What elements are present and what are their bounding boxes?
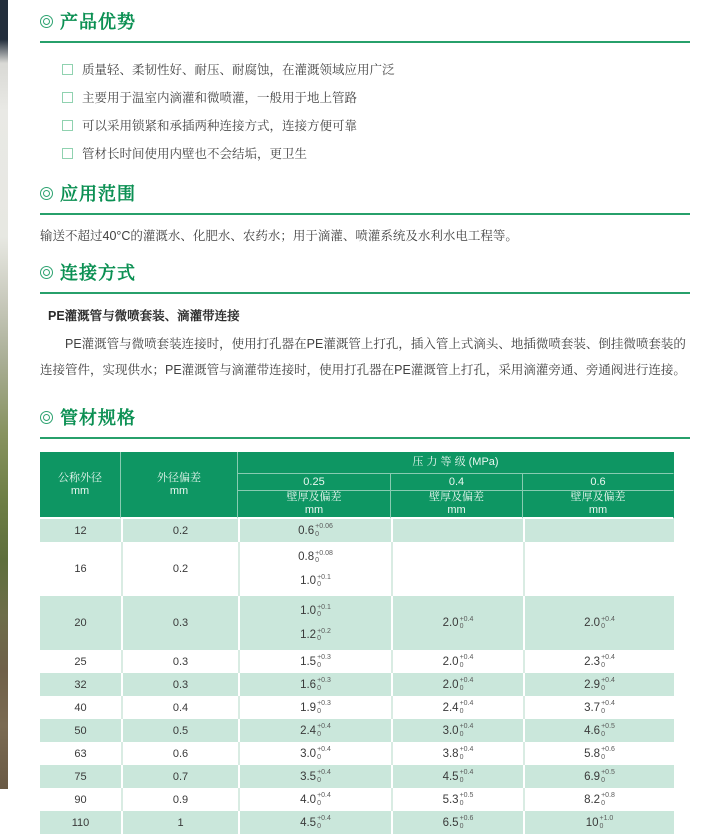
col-header-pressure-group: 压 力 等 级 (MPa) (238, 452, 674, 474)
tolerance-value: 8.2 +0.8 0 (584, 792, 615, 807)
cell-nominal-diameter: 75 (74, 770, 87, 783)
cell-wall-thickness-0.4 (391, 696, 523, 719)
square-bullet-icon (62, 64, 73, 75)
cell-diameter-deviation: 0.7 (121, 765, 238, 788)
header-label: 公称外径 (58, 471, 102, 484)
cell-wall-thickness-0.6 (523, 542, 674, 596)
section-title: 产品优势 (60, 12, 136, 32)
section-header-advantages (40, 8, 690, 34)
list-item-text: 主要用于温室内滴灌和微喷灌，一般用于地上管路 (82, 91, 358, 105)
cell-nominal-diameter: 16 (74, 563, 87, 575)
table-row (40, 719, 674, 742)
cell-wall-thickness-0.25 (238, 673, 391, 696)
bullseye-icon (40, 187, 53, 200)
tolerance-value: 3.0 +0.4 0 (300, 746, 331, 761)
header-label: 壁厚及偏差 (286, 491, 342, 503)
section-rule (40, 41, 690, 43)
value-stack (393, 815, 523, 830)
value-stack (393, 769, 523, 784)
col-header-wall-thickness (391, 491, 523, 519)
table-row (40, 765, 674, 788)
value-stack (240, 746, 391, 761)
value-stack (525, 616, 674, 631)
tolerance-value: 4.5 +0.4 0 (442, 769, 474, 784)
spec-table-body (40, 519, 674, 834)
tolerance-value: 1.0 +0.1 0 (300, 573, 331, 588)
list-item-text: 可以采用锁紧和承插两种连接方式，连接方便可靠 (82, 119, 358, 133)
value-stack (393, 723, 523, 738)
section-rule (40, 292, 690, 294)
value-stack (240, 654, 391, 669)
section-header-specs (40, 404, 690, 430)
square-bullet-icon (62, 120, 73, 131)
value-stack (393, 616, 523, 631)
tolerance-value: 2.0 +0.4 0 (584, 615, 615, 630)
tolerance-value: 1.0 +0.1 0 (300, 603, 331, 618)
cell-diameter-deviation: 0.2 (121, 542, 238, 596)
header-unit: mm (304, 504, 324, 516)
tolerance-value: 4.0 +0.4 0 (300, 792, 331, 807)
value-stack (393, 792, 523, 807)
header-unit: mm (70, 484, 90, 497)
tolerance-value: 4.5 +0.4 0 (300, 815, 331, 830)
value-stack (240, 604, 391, 643)
connection-paragraph: PE灌溉管与微喷套装连接时，使用打孔器在PE灌溉管上打孔，插入管上式滴头、地插微喷套装、倒挂微喷套装的连接管件，实现供水；PE灌溉管与滴灌带连接时，使用打孔器在PE灌溉管上打孔，采用滴灌旁通、旁通阀进行连接。 (40, 337, 686, 377)
cell-wall-thickness-0.4 (391, 519, 523, 542)
header-label: 壁厚及偏差 (429, 491, 484, 503)
advantages-list (62, 55, 690, 167)
section-title: 连接方式 (60, 263, 136, 283)
cell-diameter-deviation: 0.3 (121, 673, 238, 696)
section-rule (40, 437, 690, 439)
cell-wall-thickness-0.6 (523, 742, 674, 765)
square-bullet-icon (62, 148, 73, 159)
cell-wall-thickness-0.4 (391, 765, 523, 788)
cell-nominal-diameter: 63 (74, 747, 87, 760)
cell-wall-thickness-0.25 (238, 811, 391, 834)
cell-diameter-deviation: 0.9 (121, 788, 238, 811)
list-item (62, 111, 690, 139)
tolerance-value: 2.0 +0.4 0 (442, 677, 474, 692)
tolerance-value: 3.7 +0.4 0 (584, 700, 615, 715)
table-row (40, 696, 674, 719)
bullseye-icon (40, 15, 53, 28)
value-stack (240, 769, 391, 784)
section-rule (40, 213, 690, 215)
tolerance-value: 1.5 +0.3 0 (300, 654, 331, 669)
table-row (40, 596, 674, 650)
cell-wall-thickness-0.25 (238, 519, 391, 542)
col-header-pressure-025: 0.25 (238, 474, 391, 491)
col-header-pressure-04: 0.4 (391, 474, 523, 491)
col-header-diameter-deviation (121, 452, 238, 519)
cell-diameter-deviation: 0.2 (121, 519, 238, 542)
value-stack (525, 815, 674, 830)
value-stack (525, 792, 674, 807)
cell-wall-thickness-0.6 (523, 788, 674, 811)
table-row (40, 742, 674, 765)
value-stack (393, 700, 523, 715)
cell-diameter-deviation: 1 (121, 811, 238, 834)
cell-diameter-deviation: 0.6 (121, 742, 238, 765)
value-stack (240, 815, 391, 830)
tolerance-value: 1.9 +0.3 0 (300, 700, 331, 715)
tolerance-value: 1.6 +0.3 0 (300, 677, 331, 692)
section-title: 应用范围 (60, 184, 136, 204)
tolerance-value: 2.9 +0.4 0 (584, 677, 615, 692)
cell-nominal-diameter: 50 (74, 724, 87, 737)
value-stack (525, 769, 674, 784)
table-row (40, 788, 674, 811)
cell-wall-thickness-0.25 (238, 788, 391, 811)
value-stack (525, 746, 674, 761)
tolerance-value: 2.0 +0.4 0 (442, 615, 474, 630)
table-row (40, 673, 674, 696)
tolerance-value: 4.6 +0.5 0 (584, 723, 615, 738)
spec-table-header (40, 452, 674, 519)
list-item (62, 55, 690, 83)
connection-subtitle: PE灌溉管与微喷套装、滴灌带连接 (48, 309, 240, 323)
cell-wall-thickness-0.25 (238, 650, 391, 673)
square-bullet-icon (62, 92, 73, 103)
tolerance-value: 2.4 +0.4 0 (300, 723, 331, 738)
tolerance-value: 2.4 +0.4 0 (442, 700, 474, 715)
header-unit: mm (169, 484, 189, 497)
col-header-nominal-diameter (40, 452, 121, 519)
cell-wall-thickness-0.25 (238, 742, 391, 765)
cell-nominal-diameter: 40 (74, 701, 87, 714)
table-row (40, 650, 674, 673)
cell-wall-thickness-0.4 (391, 742, 523, 765)
cell-wall-thickness-0.6 (523, 673, 674, 696)
tolerance-value: 3.0 +0.4 0 (442, 723, 474, 738)
cell-wall-thickness-0.6 (523, 650, 674, 673)
tolerance-value: 5.8 +0.6 0 (584, 746, 615, 761)
col-header-wall-thickness (523, 491, 674, 519)
cell-wall-thickness-0.4 (391, 719, 523, 742)
cell-diameter-deviation: 0.3 (121, 650, 238, 673)
header-unit: mm (447, 504, 466, 516)
cell-wall-thickness-0.4 (391, 542, 523, 596)
col-header-pressure-06: 0.6 (523, 474, 674, 491)
tolerance-value: 0.6 +0.06 0 (298, 523, 333, 538)
cell-wall-thickness-0.4 (391, 596, 523, 650)
list-item (62, 139, 690, 167)
cell-nominal-diameter: 25 (74, 655, 87, 668)
section-header-applications (40, 180, 690, 206)
value-stack (240, 723, 391, 738)
header-unit: mm (588, 504, 608, 516)
cell-wall-thickness-0.25 (238, 696, 391, 719)
value-stack (525, 654, 674, 669)
value-stack (240, 677, 391, 692)
cell-wall-thickness-0.25 (238, 719, 391, 742)
tolerance-value: 1.2 +0.2 0 (300, 627, 331, 642)
tolerance-value: 3.8 +0.4 0 (442, 746, 474, 761)
cell-wall-thickness-0.6 (523, 696, 674, 719)
applications-text: 输送不超过40°C的灌溉水、化肥水、农药水；用于滴灌、喷灌系统及水利水电工程等。 (40, 229, 518, 243)
cell-wall-thickness-0.4 (391, 811, 523, 834)
value-stack (525, 677, 674, 692)
tolerance-value: 10 +1.0 0 (585, 815, 614, 830)
tolerance-value: 0.8 +0.08 0 (298, 549, 333, 564)
cell-diameter-deviation: 0.5 (121, 719, 238, 742)
bullseye-icon (40, 411, 53, 424)
table-row (40, 519, 674, 542)
cell-wall-thickness-0.6 (523, 596, 674, 650)
bullseye-icon (40, 266, 53, 279)
tolerance-value: 6.9 +0.5 0 (584, 769, 615, 784)
cell-wall-thickness-0.6 (523, 719, 674, 742)
tolerance-value: 2.0 +0.4 0 (442, 654, 474, 669)
cell-nominal-diameter: 90 (74, 793, 87, 806)
tolerance-value: 3.5 +0.4 0 (300, 769, 331, 784)
value-stack (525, 723, 674, 738)
value-stack (525, 700, 674, 715)
value-stack (393, 677, 523, 692)
cell-wall-thickness-0.4 (391, 788, 523, 811)
cell-wall-thickness-0.6 (523, 519, 674, 542)
list-item-text: 管材长时间使用内壁也不会结垢，更卫生 (82, 147, 308, 161)
cell-wall-thickness-0.25 (238, 596, 391, 650)
header-label: 壁厚及偏差 (570, 491, 626, 503)
cell-wall-thickness-0.25 (238, 542, 391, 596)
value-stack (240, 523, 391, 538)
cell-nominal-diameter: 32 (74, 678, 87, 691)
cell-wall-thickness-0.4 (391, 673, 523, 696)
spec-table (40, 452, 674, 834)
value-stack (393, 746, 523, 761)
tolerance-value: 5.3 +0.5 0 (442, 792, 474, 807)
cell-nominal-diameter: 12 (74, 524, 87, 537)
value-stack (240, 700, 391, 715)
section-header-connection (40, 259, 690, 285)
section-title: 管材规格 (60, 408, 136, 428)
cell-wall-thickness-0.6 (523, 765, 674, 788)
tolerance-value: 6.5 +0.6 0 (442, 815, 474, 830)
cell-wall-thickness-0.6 (523, 811, 674, 834)
tolerance-value: 2.3 +0.4 0 (584, 654, 615, 669)
cell-diameter-deviation: 0.4 (121, 696, 238, 719)
col-header-wall-thickness (238, 491, 391, 519)
value-stack (240, 792, 391, 807)
cell-wall-thickness-0.4 (391, 650, 523, 673)
table-row (40, 811, 674, 834)
table-row (40, 542, 674, 596)
header-label: 外径偏差 (157, 471, 201, 484)
cell-nominal-diameter: 110 (71, 816, 90, 829)
value-stack (240, 550, 391, 589)
list-item (62, 83, 690, 111)
cell-wall-thickness-0.25 (238, 765, 391, 788)
cell-diameter-deviation: 0.3 (121, 596, 238, 650)
value-stack (393, 654, 523, 669)
cell-nominal-diameter: 20 (74, 617, 87, 629)
list-item-text: 质量轻、柔韧性好、耐压、耐腐蚀，在灌溉领域应用广泛 (82, 63, 395, 77)
